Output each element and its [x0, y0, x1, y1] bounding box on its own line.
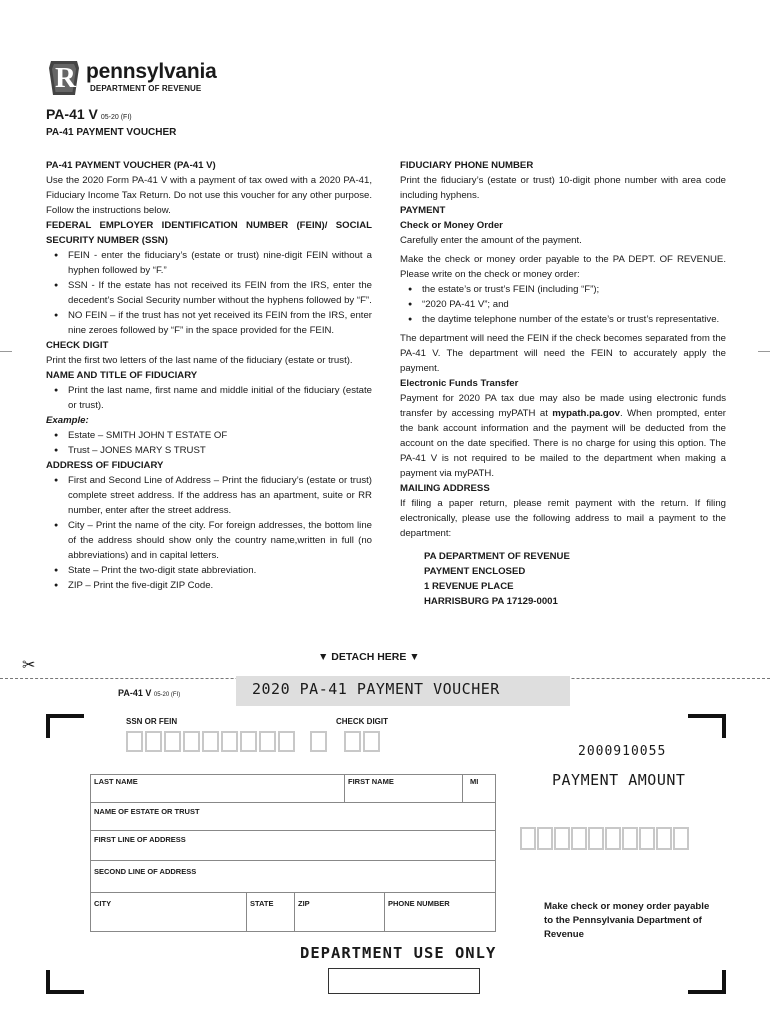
scissors-icon: ✂: [22, 657, 36, 674]
fein-list: [46, 248, 372, 338]
list-item: ● First and Second Line of Address – Print the fiduciary’s (estate or trust) complete street address. If the address has an apartment, suite or RR number, enter after the street address.: [46, 473, 372, 518]
amount-box[interactable]: [673, 827, 689, 850]
digit-box[interactable]: [310, 731, 327, 752]
registration-mark: [688, 714, 726, 738]
phone-text: Print the fiduciary’s (estate or trust) 10-digit phone number with area code including hyphens.: [400, 175, 726, 201]
digit-box[interactable]: [126, 731, 143, 752]
eft-text-part: . When prompted, enter the bank account information and the payment will be deducted from the account on the date specified. There is no charge for using this option. The PA-41 V is not required to be mailed to the department when making a payment via myPATH.: [400, 408, 726, 479]
digit-box[interactable]: [221, 731, 238, 752]
amount-box[interactable]: [520, 827, 536, 850]
digit-box[interactable]: [278, 731, 295, 752]
example-list: [46, 428, 372, 458]
section-heading: NAME AND TITLE OF FIDUCIARY: [46, 370, 198, 381]
department-use-box: [328, 968, 480, 994]
section-heading: MAILING ADDRESS: [400, 483, 490, 494]
mypath-link[interactable]: mypath.pa.gov: [552, 408, 620, 419]
address-line: PAYMENT ENCLOSED: [424, 566, 526, 577]
section-heading: FEDERAL EMPLOYER IDENTIFICATION NUMBER (FEIN)/ SOCIAL SECURITY NUMBER (SSN): [46, 220, 372, 246]
amount-box[interactable]: [656, 827, 672, 850]
list-item: ● SSN - If the estate has not received its FEIN from the IRS, enter the decedent’s Social Security number without the hyphens followed by “F”.: [46, 278, 372, 308]
voucher-form-revision: 05-20 (FI): [153, 692, 181, 698]
intro-text: Use the 2020 Form PA-41 V with a payment of tax owed with a 2020 PA-41, Fiduciary Income Tax Return. Do not use this voucher for any other purpose. Follow the instructions below.: [46, 175, 372, 216]
address-line: 1 REVENUE PLACE: [424, 581, 514, 592]
keystone-logo-icon: [48, 60, 80, 96]
list-item: ● City – Print the name of the city. For foreign addresses, the bottom line of the address should show only the country name,written in full (no abbreviations) and in capital letters.: [46, 518, 372, 563]
amount-box[interactable]: [554, 827, 570, 850]
check-list: [400, 282, 726, 327]
address-list: [46, 473, 372, 593]
ssn-fein-input[interactable]: [126, 731, 295, 752]
check-digit-text: Print the first two letters of the last name of the fiduciary (estate or trust).: [46, 355, 353, 366]
address-line2-field[interactable]: SECOND LINE OF ADDRESS: [94, 867, 197, 876]
payment-amount-input[interactable]: [520, 827, 689, 850]
department-use-label: DEPARTMENT USE ONLY: [300, 944, 497, 962]
section-heading: FIDUCIARY PHONE NUMBER: [400, 160, 534, 171]
registration-mark: [46, 970, 84, 994]
instructions-left-column: [46, 158, 372, 593]
agency-name: pennsylvania: [86, 60, 217, 83]
section-heading: ADDRESS OF FIDUCIARY: [46, 460, 164, 471]
form-id: [46, 106, 132, 122]
list-item: ● State – Print the two-digit state abbreviation.: [46, 563, 372, 578]
subsection-heading: Electronic Funds Transfer: [400, 378, 519, 389]
digit-box[interactable]: [344, 731, 361, 752]
voucher-form-id-text: PA-41 V: [118, 688, 152, 698]
digit-box[interactable]: [145, 731, 162, 752]
voucher-title: 2020 PA-41 PAYMENT VOUCHER: [252, 680, 500, 698]
list-item: ● NO FEIN – if the trust has not yet received its FEIN from the IRS, enter nine zeroes followed by “F” in the space provided for the FEIN.: [46, 308, 372, 338]
amount-box[interactable]: [588, 827, 604, 850]
amount-box[interactable]: [605, 827, 621, 850]
payment-amount-label: PAYMENT AMOUNT: [552, 771, 686, 789]
fein-suffix-input[interactable]: [310, 731, 327, 752]
logo-letter: R: [55, 62, 76, 94]
ssn-fein-label: SSN OR FEIN: [126, 717, 178, 726]
registration-mark: [46, 714, 84, 738]
agency-department: DEPARTMENT OF REVENUE: [90, 84, 202, 93]
list-item: ● Trust – JONES MARY S TRUST: [46, 443, 372, 458]
grid-lines: [90, 774, 496, 932]
last-name-field[interactable]: LAST NAME: [94, 777, 138, 786]
amount-box[interactable]: [571, 827, 587, 850]
list-item: ● “2020 PA-41 V”; and: [400, 297, 726, 312]
mi-field[interactable]: MI: [470, 777, 479, 786]
list-item: ● the daytime telephone number of the estate’s or trust’s representative.: [400, 312, 726, 327]
list-item: ● ZIP – Print the five-digit ZIP Code.: [46, 578, 372, 593]
state-field[interactable]: STATE: [250, 899, 274, 908]
make-check-note: Make check or money order payable to the Pennsylvania Department of Revenue: [544, 901, 710, 940]
amount-box[interactable]: [537, 827, 553, 850]
digit-box[interactable]: [259, 731, 276, 752]
form-id-text: PA-41 V: [46, 106, 98, 122]
amount-box[interactable]: [622, 827, 638, 850]
digit-box[interactable]: [183, 731, 200, 752]
address-line: HARRISBURG PA 17129-0001: [424, 596, 558, 607]
digit-box[interactable]: [240, 731, 257, 752]
section-heading: CHECK DIGIT: [46, 340, 109, 351]
phone-field[interactable]: PHONE NUMBER: [388, 899, 450, 908]
eft-text: [400, 391, 726, 481]
fold-mark-right: [758, 351, 770, 352]
address-line1-field[interactable]: FIRST LINE OF ADDRESS: [94, 835, 186, 844]
payment-text: Carefully enter the amount of the payment.: [400, 235, 582, 246]
detach-here-label: ▼ DETACH HERE ▼: [318, 651, 420, 663]
form-subtitle: PA-41 PAYMENT VOUCHER: [46, 127, 177, 138]
zip-field[interactable]: ZIP: [298, 899, 310, 908]
name-list: [46, 383, 372, 413]
mailing-text: If filing a paper return, please remit payment with the return. If filing electronically, please use the following address to mail a payment to the department:: [400, 498, 726, 539]
check-digit-input[interactable]: [344, 731, 380, 752]
voucher-form-id: [118, 688, 180, 698]
instructions-right-column: [400, 158, 726, 609]
estate-name-field[interactable]: NAME OF ESTATE OR TRUST: [94, 807, 200, 816]
check-digit-label: CHECK DIGIT: [336, 717, 388, 726]
subsection-heading: Check or Money Order: [400, 220, 503, 231]
scan-code: 2000910055: [578, 744, 667, 759]
list-item: ● Print the last name, first name and middle initial of the fiduciary (estate or trust).: [46, 383, 372, 413]
fein-note: The department will need the FEIN if the check becomes separated from the PA-41 V. The department will need the FEIN to accurately apply the payment.: [400, 333, 726, 374]
eft-text-part: Payment for 2020 PA tax due may also be made using electronic funds transfer by accessing myPATH at: [400, 393, 726, 419]
list-item: ● the estate’s or trust’s FEIN (including “F”);: [400, 282, 726, 297]
first-name-field[interactable]: FIRST NAME: [348, 777, 394, 786]
digit-box[interactable]: [164, 731, 181, 752]
registration-mark: [688, 970, 726, 994]
amount-box[interactable]: [639, 827, 655, 850]
fold-mark-left: [0, 351, 12, 352]
example-label: Example:: [46, 415, 89, 426]
section-heading: PAYMENT: [400, 205, 446, 216]
digit-box[interactable]: [363, 731, 380, 752]
city-field[interactable]: CITY: [94, 899, 112, 908]
section-heading: PA-41 PAYMENT VOUCHER (PA-41 V): [46, 160, 216, 171]
payment-text: Make the check or money order payable to the PA DEPT. OF REVENUE. Please write on the check or money order:: [400, 254, 726, 280]
form-revision: 05-20 (FI): [100, 114, 132, 121]
fiduciary-info-grid: [90, 774, 496, 932]
digit-box[interactable]: [202, 731, 219, 752]
list-item: ● FEIN - enter the fiduciary’s (estate or trust) nine-digit FEIN without a hyphen followed by “F.”: [46, 248, 372, 278]
address-line: PA DEPARTMENT OF REVENUE: [424, 551, 570, 562]
list-item: ● Estate – SMITH JOHN T ESTATE OF: [46, 428, 372, 443]
